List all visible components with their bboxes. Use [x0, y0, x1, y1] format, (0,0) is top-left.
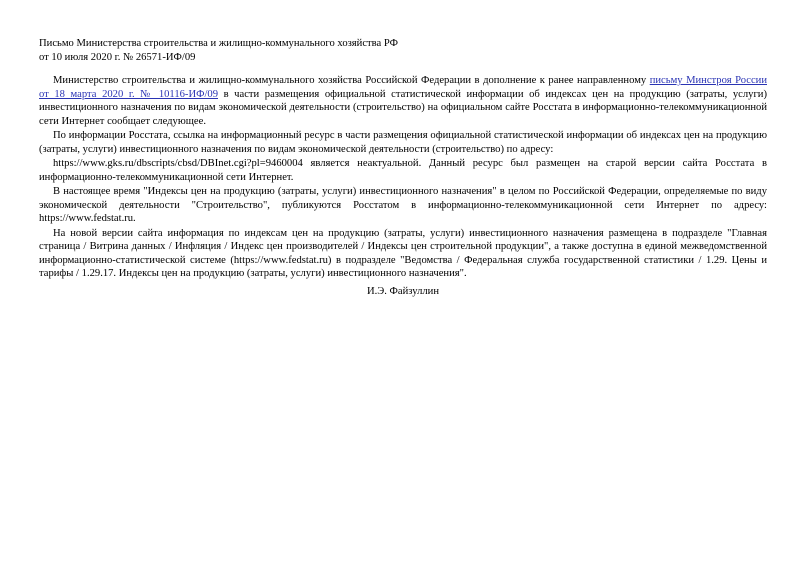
document-page	[39, 37, 767, 298]
paragraph-1	[39, 74, 767, 128]
letter-reference-link[interactable]: письму Минстроя России от 18 марта 2020 г. № 10116-ИФ/09	[39, 75, 767, 100]
paragraph-1-rest: в части размещения официальной статистической информации об индексах цен на продукцию (затраты, услуги) инвестиционного назначения по видам экономической деятельности (строительство) на официальном сайте Росстата в информационно-телекоммуникационной сети Интернет сообщает следующее.	[39, 88, 767, 127]
paragraph-4: В настоящее время "Индексы цен на продукцию (затраты, услуги) инвестиционного назначения" в целом по Российской Федерации, определяемые по виду экономической деятельности "Строительство", публикуются Росстатом в информационно-телекоммуникационной сети Интернет по адресу: https://www.fedstat.ru.	[39, 186, 767, 224]
signature: И.Э. Файзуллин	[366, 285, 440, 297]
paragraph-3: https://www.gks.ru/dbscripts/cbsd/DBInet.cgi?pl=9460004 является неактуальной. Данный ресурс был размещен на старой версии сайта Росстата в информационно-телекоммуникационной сети Интернет.	[39, 158, 767, 183]
document-title: Письмо Министерства строительства и жилищно-коммунального хозяйства РФ от 10 июля 2020 г. № 26571-ИФ/09	[39, 38, 398, 63]
paragraph-2: По информации Росстата, ссылка на информационный ресурс в части размещения официальной статистической информации об индексах цен на продукцию (затраты, услуги) инвестиционного назначения по видам экономической деятельности (строительство) по адресу:	[39, 130, 767, 155]
paragraph-1-intro: Министерство строительства и жилищно-коммунального хозяйства Российской Федерации в дополнение к ранее направленному	[53, 75, 650, 86]
paragraph-5: На новой версии сайта информация по индексам цен на продукцию (затраты, услуги) инвестиционного назначения размещена в подразделе "Главная страница / Витрина данных / Инфляция / Индекс цен производителей / Индексы цен строительной продукции", а также доступна в единой межведомственной информационно-статистической системе (https://www.fedstat.ru) в подразделе "Ведомства / Федеральная служба государственной статистики / 1.29. Цены и тарифы / 1.29.17. Индексы цен на продукцию (затраты, услуги) инвестиционного назначения".	[39, 227, 767, 279]
